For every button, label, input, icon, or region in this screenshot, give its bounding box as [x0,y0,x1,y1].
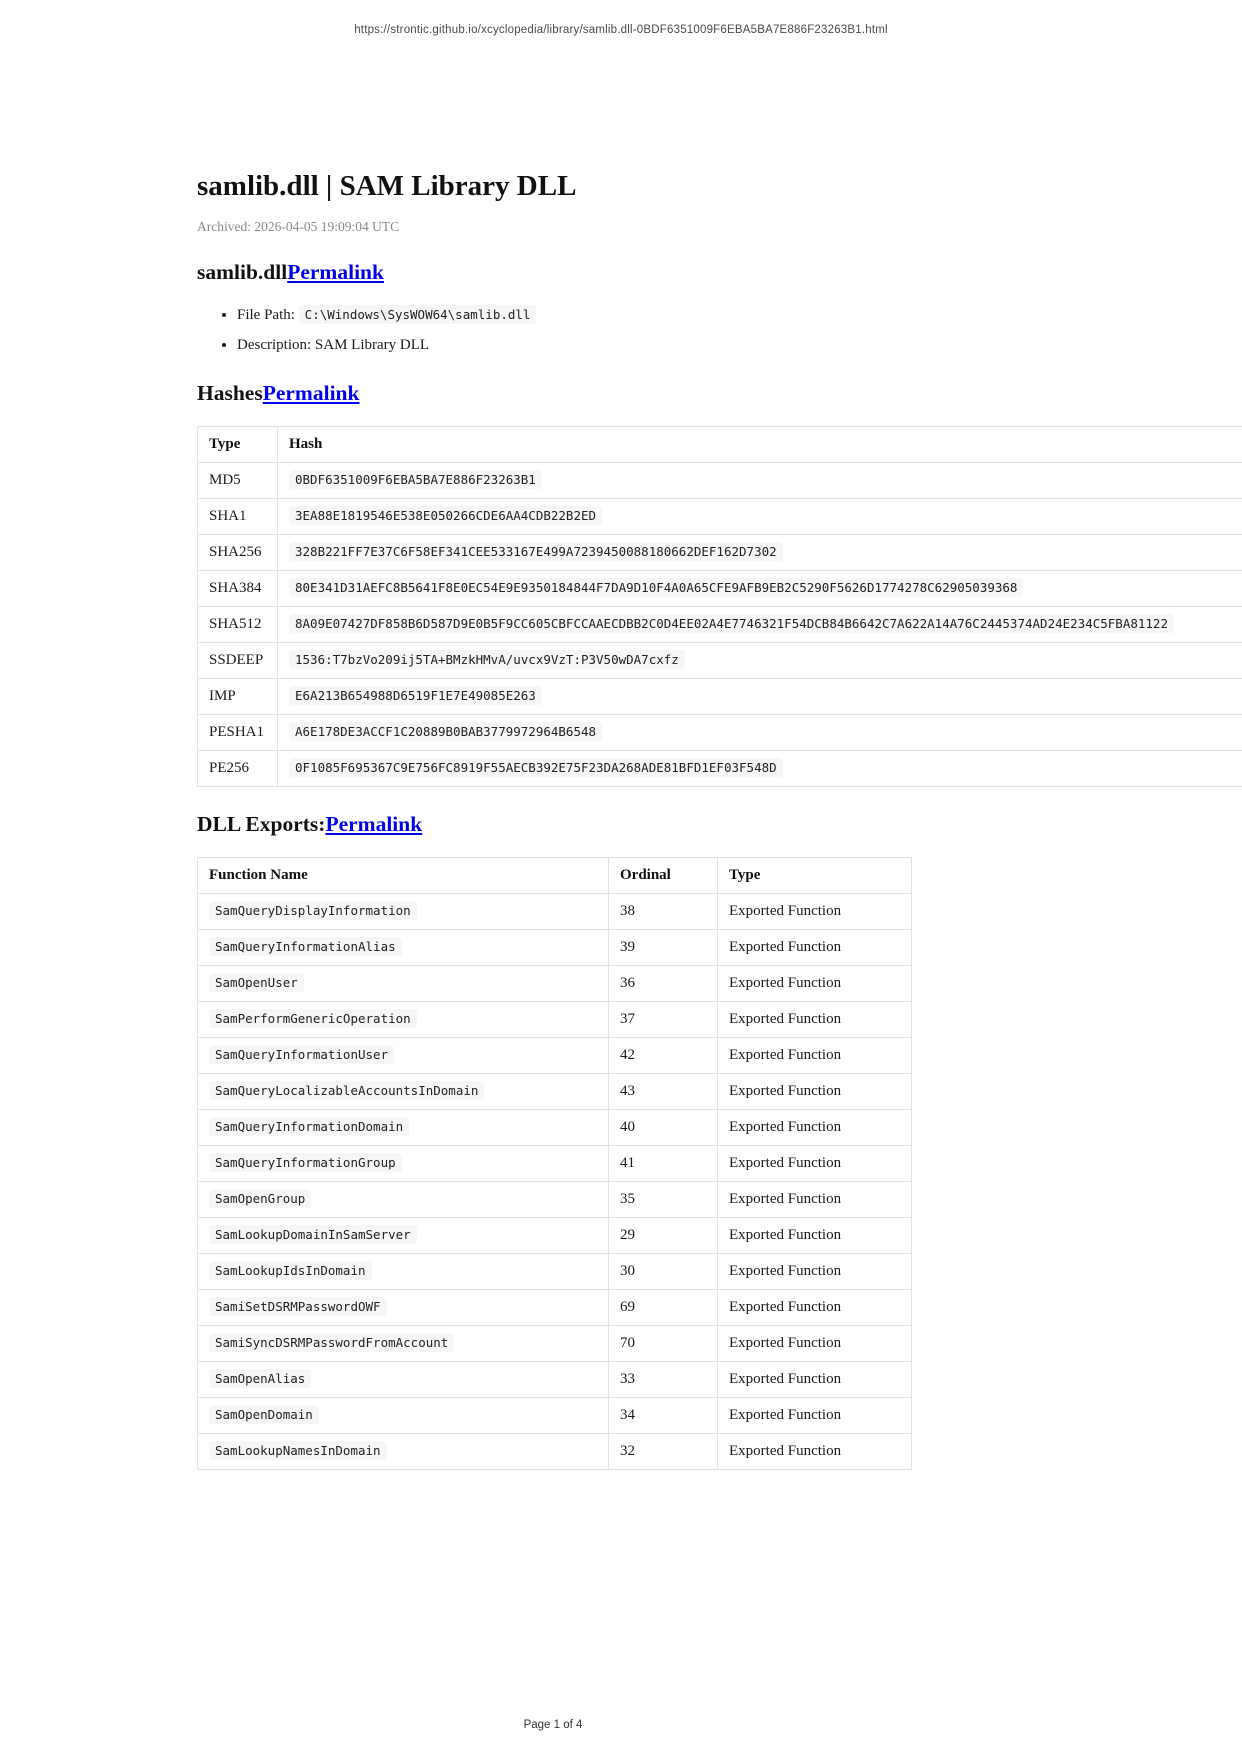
export-type-cell: Exported Function [718,1001,912,1037]
section-heading-file [197,260,1242,286]
export-type-cell: Exported Function [718,1361,912,1397]
ordinal-cell: 35 [609,1181,718,1217]
archived-timestamp: Archived: 2026-04-05 19:09:04 UTC [197,219,400,235]
ordinal-cell: 39 [609,929,718,965]
function-name: SamQueryInformationGroup [209,1153,402,1172]
column-header-ordinal: Ordinal [609,857,718,893]
column-header-type: Type [718,857,912,893]
table-row [198,462,1242,498]
hash-value: 80E341D31AEFC8B5641F8E0EC54E9E9350184844F7DA9D10F4A0A65CFE9AFB9EB2C5290F5626D1774278C62905039368 [289,578,1023,597]
hash-type-cell: SHA256 [198,534,278,570]
ordinal-cell: 36 [609,965,718,1001]
export-type-cell: Exported Function [718,1289,912,1325]
export-type-cell: Exported Function [718,1397,912,1433]
file-path-label: File Path: [237,307,299,324]
description-text: Description: SAM Library DLL [237,337,430,354]
function-name: SamOpenAlias [209,1369,311,1388]
hashes-permalink-link[interactable]: Permalink [262,381,360,406]
function-name: SamOpenDomain [209,1405,319,1424]
function-name-cell [198,1001,609,1037]
export-type-cell: Exported Function [718,1109,912,1145]
main-content [197,158,1242,1470]
ordinal-cell: 30 [609,1253,718,1289]
list-item-file-path [237,304,1242,326]
hash-value: E6A213B654988D6519F1E7E49085E263 [289,686,542,705]
ordinal-cell: 41 [609,1145,718,1181]
hash-value-cell [278,606,1242,642]
file-info-list [197,304,1242,356]
function-name-cell [198,1325,609,1361]
function-name: SamQueryInformationDomain [209,1117,409,1136]
function-name: SamLookupDomainInSamServer [209,1225,417,1244]
table-header-row [198,857,912,893]
function-name-cell [198,965,609,1001]
table-row [198,1433,912,1469]
function-name-cell [198,1433,609,1469]
table-row [198,750,1242,786]
column-header-function-name: Function Name [198,857,609,893]
function-name-cell [198,1073,609,1109]
hash-value-cell [278,714,1242,750]
function-name: SamLookupIdsInDomain [209,1261,372,1280]
hash-type-cell: MD5 [198,462,278,498]
hash-type-cell: SHA512 [198,606,278,642]
function-name-cell [198,1253,609,1289]
export-type-cell: Exported Function [718,1181,912,1217]
table-row [198,1253,912,1289]
hash-type-cell: PE256 [198,750,278,786]
hash-type-cell: SHA1 [198,498,278,534]
table-row [198,1181,912,1217]
table-row [198,714,1242,750]
ordinal-cell: 29 [609,1217,718,1253]
export-type-cell: Exported Function [718,1037,912,1073]
table-row [198,1361,912,1397]
exports-table [197,857,912,1470]
function-name: SamOpenGroup [209,1189,311,1208]
export-type-cell: Exported Function [718,965,912,1001]
table-row [198,929,912,965]
table-row [198,1037,912,1073]
function-name-cell [198,1037,609,1073]
table-row [198,1001,912,1037]
export-type-cell: Exported Function [718,1253,912,1289]
function-name: SamQueryInformationUser [209,1045,394,1064]
ordinal-cell: 34 [609,1397,718,1433]
table-row [198,570,1242,606]
function-name-cell [198,893,609,929]
hash-value: 8A09E07427DF858B6D587D9E0B5F9CC605CBFCCAAECDBB2C0D4EE02A4E7746321F54DCB84B6642C7A622A14A76C2445374AD24E234C5FBA81122 [289,614,1174,633]
export-type-cell: Exported Function [718,1145,912,1181]
section-heading-exports [197,812,1242,838]
hash-type-cell: PESHA1 [198,714,278,750]
table-row [198,1109,912,1145]
ordinal-cell: 43 [609,1073,718,1109]
hash-value-cell [278,534,1242,570]
table-row [198,893,912,929]
ordinal-cell: 32 [609,1433,718,1469]
hash-value-cell [278,570,1242,606]
exports-permalink-link[interactable]: Permalink [325,811,423,836]
table-row [198,678,1242,714]
hash-value-cell [278,750,1242,786]
hash-value: 3EA88E1819546E538E050266CDE6AA4CDB22B2ED [289,506,602,525]
column-header-type: Type [198,426,278,462]
function-name: SamLookupNamesInDomain [209,1441,387,1460]
table-row [198,1145,912,1181]
hash-type-cell: IMP [198,678,278,714]
function-name-cell [198,1217,609,1253]
export-type-cell: Exported Function [718,1325,912,1361]
hash-value: 0F1085F695367C9E756FC8919F55AECB392E75F23DA268ADE81BFD1EF03F548D [289,758,783,777]
export-type-cell: Exported Function [718,1217,912,1253]
list-item-description [237,334,1242,356]
export-type-cell: Exported Function [718,929,912,965]
ordinal-cell: 42 [609,1037,718,1073]
table-row [198,1397,912,1433]
hash-value: A6E178DE3ACCF1C20889B0BAB3779972964B6548 [289,722,602,741]
page-number-footer: Page 1 of 4 [523,1719,583,1731]
hash-value-cell [278,498,1242,534]
function-name: SamPerformGenericOperation [209,1009,417,1028]
table-header-row [198,426,1242,462]
hash-value-cell [278,642,1242,678]
file-path-value: C:\Windows\SysWOW64\samlib.dll [299,305,537,324]
export-type-cell: Exported Function [718,893,912,929]
hash-value: 1536:T7bzVo209ij5TA+BMzkHMvA/uvcx9VzT:P3V50wDA7cxfz [289,650,685,669]
function-name-cell [198,1109,609,1145]
ordinal-cell: 70 [609,1325,718,1361]
column-header-hash: Hash [278,426,1242,462]
function-name-cell [198,1289,609,1325]
function-name-cell [198,1397,609,1433]
ordinal-cell: 38 [609,893,718,929]
table-row [198,606,1242,642]
ordinal-cell: 37 [609,1001,718,1037]
table-row [198,1325,912,1361]
function-name-cell [198,1361,609,1397]
table-row [198,498,1242,534]
file-permalink-link[interactable]: Permalink [287,260,384,285]
export-type-cell: Exported Function [718,1073,912,1109]
hashes-table [197,426,1242,787]
print-url-header: https://strontic.github.io/xcyclopedia/library/samlib.dll-0BDF6351009F6EBA5BA7E886F23263B1.html [354,24,888,36]
section-heading-hashes [197,381,1242,407]
hash-value: 0BDF6351009F6EBA5BA7E886F23263B1 [289,470,542,489]
hash-value: 328B221FF7E37C6F58EF341CEE533167E499A7239450088180662DEF162D7302 [289,542,783,561]
table-row [198,1073,912,1109]
hash-type-cell: SHA384 [198,570,278,606]
function-name: SamQueryLocalizableAccountsInDomain [209,1081,484,1100]
function-name-cell [198,929,609,965]
table-row [198,1217,912,1253]
function-name: SamiSyncDSRMPasswordFromAccount [209,1333,454,1352]
function-name: SamQueryInformationAlias [209,937,402,956]
table-row [198,1289,912,1325]
hash-value-cell [278,462,1242,498]
function-name-cell [198,1145,609,1181]
export-type-cell: Exported Function [718,1433,912,1469]
function-name: SamiSetDSRMPasswordOWF [209,1297,387,1316]
table-row [198,534,1242,570]
function-name-cell [198,1181,609,1217]
hash-type-cell: SSDEEP [198,642,278,678]
ordinal-cell: 40 [609,1109,718,1145]
ordinal-cell: 33 [609,1361,718,1397]
hash-value-cell [278,678,1242,714]
page-title: samlib.dll | SAM Library DLL [197,170,577,202]
table-row [198,642,1242,678]
table-row [198,965,912,1001]
hashes-heading-text: Hashes [197,381,263,406]
function-name: SamQueryDisplayInformation [209,901,417,920]
ordinal-cell: 69 [609,1289,718,1325]
file-heading-text: samlib.dll [197,260,288,285]
function-name: SamOpenUser [209,973,304,992]
exports-heading-text: DLL Exports: [197,811,326,836]
